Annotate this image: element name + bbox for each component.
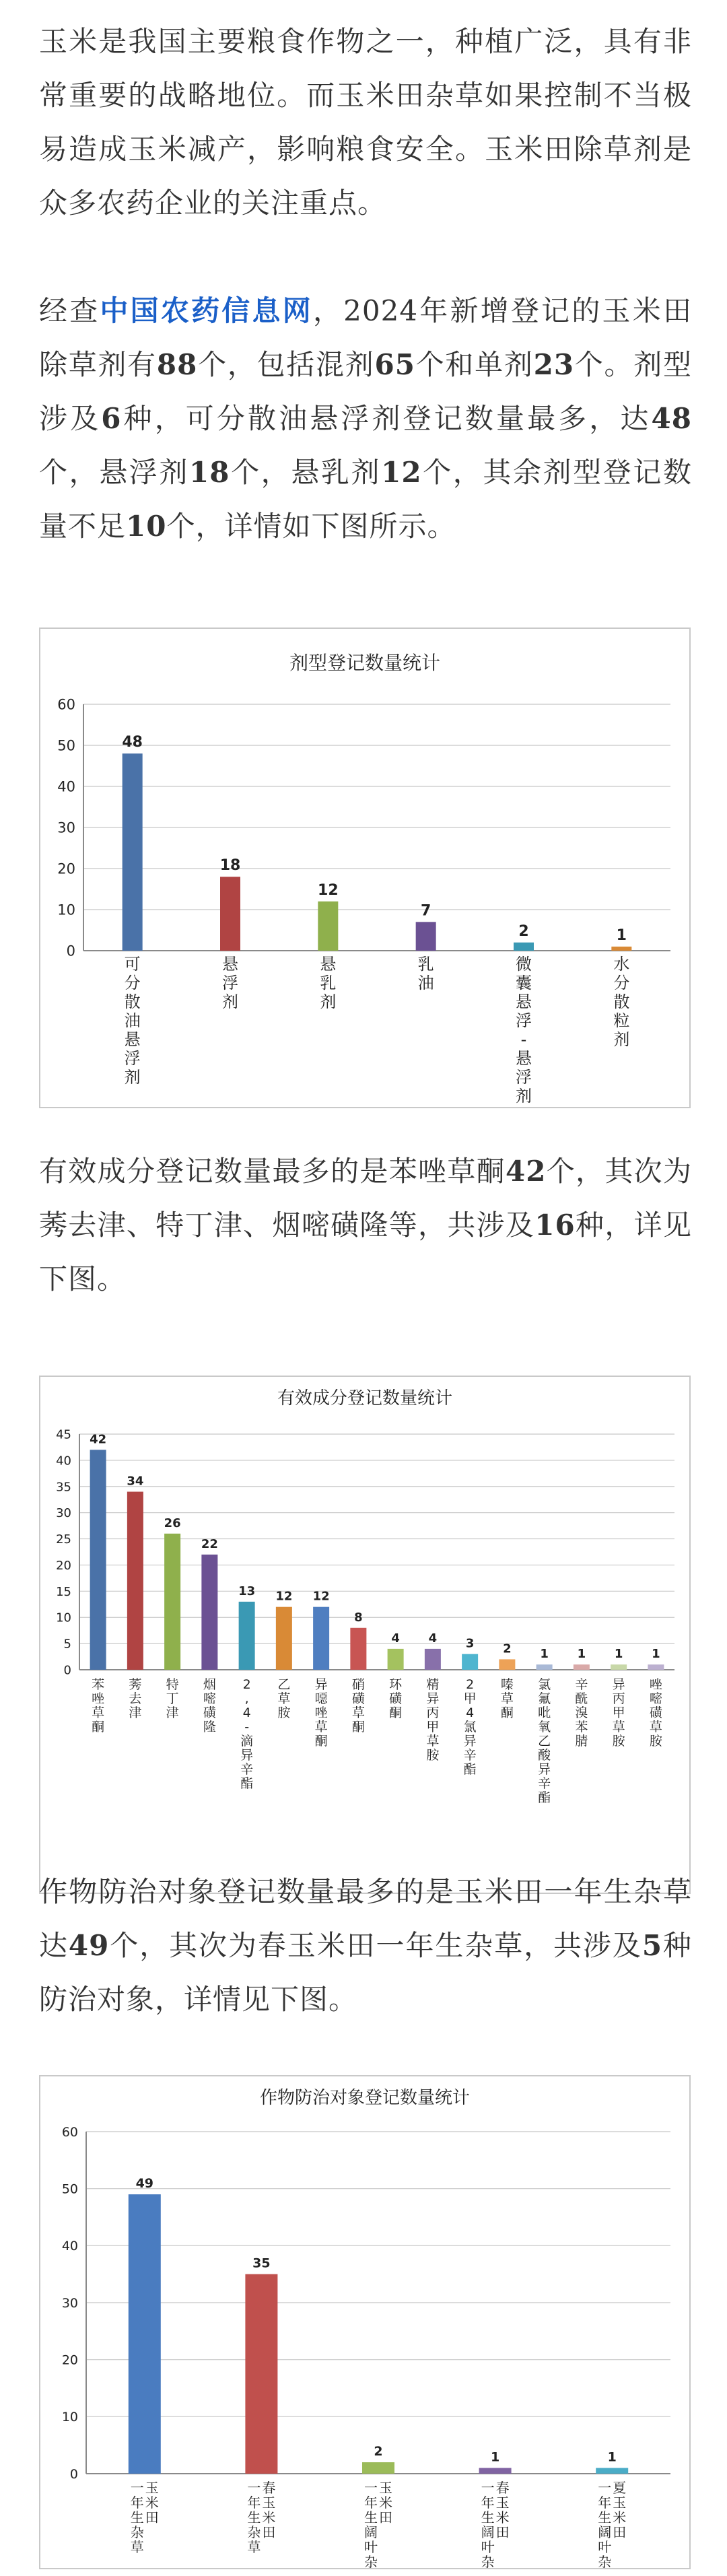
bold-number: 48 [651,402,692,435]
bar [514,943,534,951]
y-tick-label: 15 [56,1584,71,1599]
category-label: 春玉米田一年生杂草 [247,2480,276,2555]
data-label: 4 [391,1631,400,1646]
data-label: 2 [503,1641,512,1656]
chart-title: 有效成分登记数量统计 [277,1388,453,1409]
category-label: 水分散粒剂 [613,955,630,1049]
category-label: 异丙甲草胺 [612,1677,625,1749]
y-tick-label: 10 [61,2410,78,2425]
bar [425,1649,441,1670]
ingredient-paragraph [39,1145,692,1306]
data-label: 34 [127,1474,144,1489]
y-tick-label: 40 [57,778,75,795]
bar [362,2462,394,2474]
bar [611,947,631,951]
data-label: 1 [652,1647,660,1662]
text-run: 个，其余剂型登记数量不足 [39,456,692,543]
y-tick-label: 45 [56,1427,71,1442]
bar [350,1628,366,1670]
target-chart [39,2075,691,2569]
chart-title: 作物防治对象登记数量统计 [259,2088,471,2108]
data-label: 26 [164,1516,181,1530]
data-label: 2 [518,922,529,940]
y-tick-label: 20 [57,860,75,877]
data-label: 35 [252,2256,271,2271]
intro-paragraph: 玉米是我国主要粮食作物之一，种植广泛，具有非常重要的战略地位。而玉米田杂草如果控制不当极易造成玉米减产，影响粮食安全。玉米田除草剂是众多农药企业的关注重点。 [39,25,692,219]
category-label: 苯唑草酮 [92,1677,105,1734]
bold-number: 23 [533,348,575,381]
data-label: 22 [201,1536,218,1551]
category-label: 辛酰溴苯腈 [575,1677,588,1749]
chart-svg [40,629,689,1107]
bar [127,1492,143,1670]
y-tick-label: 0 [63,1663,71,1678]
category-label: 氯氟吡氧乙酸异辛酯 [538,1677,551,1805]
category-label: 微囊悬浮-悬浮剂 [516,955,532,1106]
bar [318,902,338,951]
data-label: 12 [318,881,339,899]
bar [536,1664,553,1670]
text-run: 个。剂型涉及 [39,348,692,435]
bold-number: 18 [189,456,230,489]
text-run: 经查 [39,294,100,327]
category-label: 精异丙甲草胺 [426,1677,440,1763]
data-label: 1 [614,1647,623,1662]
y-tick-label: 0 [69,2466,78,2482]
data-label: 49 [135,2176,154,2192]
bar [123,753,143,951]
data-label: 12 [312,1589,330,1604]
bar [574,1664,590,1670]
y-tick-label: 20 [56,1558,71,1573]
y-tick-label: 0 [66,943,75,959]
bar [129,2194,161,2474]
category-label: 夏玉米田一年生阔叶杂 [598,2480,627,2568]
category-label: 嗪草酮 [500,1677,514,1720]
target-paragraph [39,1865,692,2027]
category-label: 环磺酮 [389,1677,403,1720]
y-tick-label: 40 [61,2239,78,2254]
text-run: 作物防治对象登记数量最多的是玉米田一年生杂草达 [39,1875,692,1962]
y-tick-label: 10 [56,1611,71,1625]
bar [416,922,436,951]
y-tick-label: 30 [61,2295,78,2311]
category-label: 悬乳剂 [320,955,337,1011]
text-run: 个，悬浮剂 [39,456,190,489]
bar [462,1654,478,1670]
bold-number: 16 [534,1209,576,1242]
category-label: 2 , 4 -滴异辛酯 [240,1677,254,1791]
data-label: 4 [428,1631,438,1646]
chart-title: 剂型登记数量统计 [289,652,441,674]
y-tick-label: 20 [61,2352,78,2368]
bold-number: 12 [381,456,422,489]
data-label: 2 [374,2444,383,2460]
y-tick-label: 25 [56,1532,71,1547]
y-tick-label: 50 [61,2181,78,2197]
formulation-chart [39,628,691,1108]
data-label: 1 [540,1647,549,1662]
category-label: 2 甲 4 氯异辛酯 [463,1677,477,1777]
bold-number: 10 [126,510,167,543]
category-label: 春玉米田一年生阔叶杂 [481,2480,510,2568]
text-run: 有效成分登记数量最多的是苯唑草酮 [39,1155,506,1188]
bar [220,877,240,951]
ingredient-chart [39,1376,691,1894]
source-link[interactable]: 中国农药信息网 [100,294,313,327]
category-label: 莠去津 [129,1677,142,1720]
category-label: 玉米田一年生阔叶杂 [364,2480,392,2568]
bold-number: 6 [101,402,122,435]
y-tick-label: 35 [56,1480,71,1495]
bar [499,1659,515,1670]
data-label: 1 [577,1647,586,1662]
y-tick-label: 10 [57,902,75,918]
category-label: 硝磺草酮 [351,1677,365,1734]
category-label: 悬浮剂 [222,955,238,1011]
bar [245,2274,277,2474]
y-tick-label: 30 [56,1506,71,1521]
bold-number: 42 [505,1155,547,1188]
bar [164,1534,180,1670]
chart-svg [40,1377,689,1893]
y-tick-label: 60 [61,2124,78,2140]
bar [239,1602,255,1670]
bar [648,1664,664,1670]
formulation-paragraph [39,284,692,553]
y-tick-label: 60 [57,696,75,713]
text-run: 种，详见下图。 [39,1209,692,1295]
bar [388,1649,404,1670]
text-run: 种，可分散油悬浮剂登记数量最多，达 [121,402,652,435]
text-run: 个，包括混剂 [197,348,375,381]
text-run: 种防治对象，详情见下图。 [39,1929,692,2016]
category-label: 乙草胺 [277,1677,291,1720]
text-run: 个，其次为春玉米田一年生杂草，共涉及 [109,1929,642,1962]
data-label: 18 [219,857,241,875]
text-run: ，2024年新增登记的玉米田除草剂有 [39,294,692,381]
data-label: 3 [465,1636,475,1651]
bold-number: 65 [374,348,415,381]
y-tick-label: 30 [57,819,75,836]
bold-number: 88 [156,348,198,381]
category-label: 异噁唑草酮 [314,1677,328,1749]
data-label: 42 [90,1432,107,1447]
bar [313,1607,329,1670]
bold-number: 49 [68,1929,110,1962]
category-label: 特丁津 [166,1677,179,1720]
data-label: 1 [490,2449,500,2465]
bar [479,2468,512,2474]
text-run: 个和单剂 [415,348,534,381]
category-label: 唑嘧磺草胺 [649,1677,662,1749]
data-label: 1 [607,2449,617,2465]
y-tick-label: 5 [63,1637,71,1652]
text-run: 个，详情如下图所示。 [166,510,456,543]
data-label: 13 [238,1584,256,1598]
y-tick-label: 50 [57,737,75,754]
text-run: 个，悬乳剂 [230,456,382,489]
data-label: 8 [354,1610,363,1625]
chart-svg [40,2076,689,2568]
text-run: 个，其次为莠去津、特丁津、烟嘧磺隆等，共涉及 [39,1155,692,1242]
bar [611,1664,627,1670]
bar [90,1450,106,1670]
category-label: 玉米田一年生杂草 [130,2480,159,2555]
bar [201,1555,217,1670]
category-label: 乳油 [417,955,434,992]
bar [276,1607,292,1670]
category-label: 可分散油悬浮剂 [124,955,141,1087]
data-label: 12 [275,1589,293,1604]
data-label: 7 [421,902,431,920]
category-label: 烟嘧磺隆 [203,1677,216,1734]
data-label: 48 [122,734,143,751]
y-tick-label: 40 [56,1454,71,1468]
data-label: 1 [616,926,627,944]
bar [596,2468,628,2474]
bold-number: 5 [642,1929,663,1962]
